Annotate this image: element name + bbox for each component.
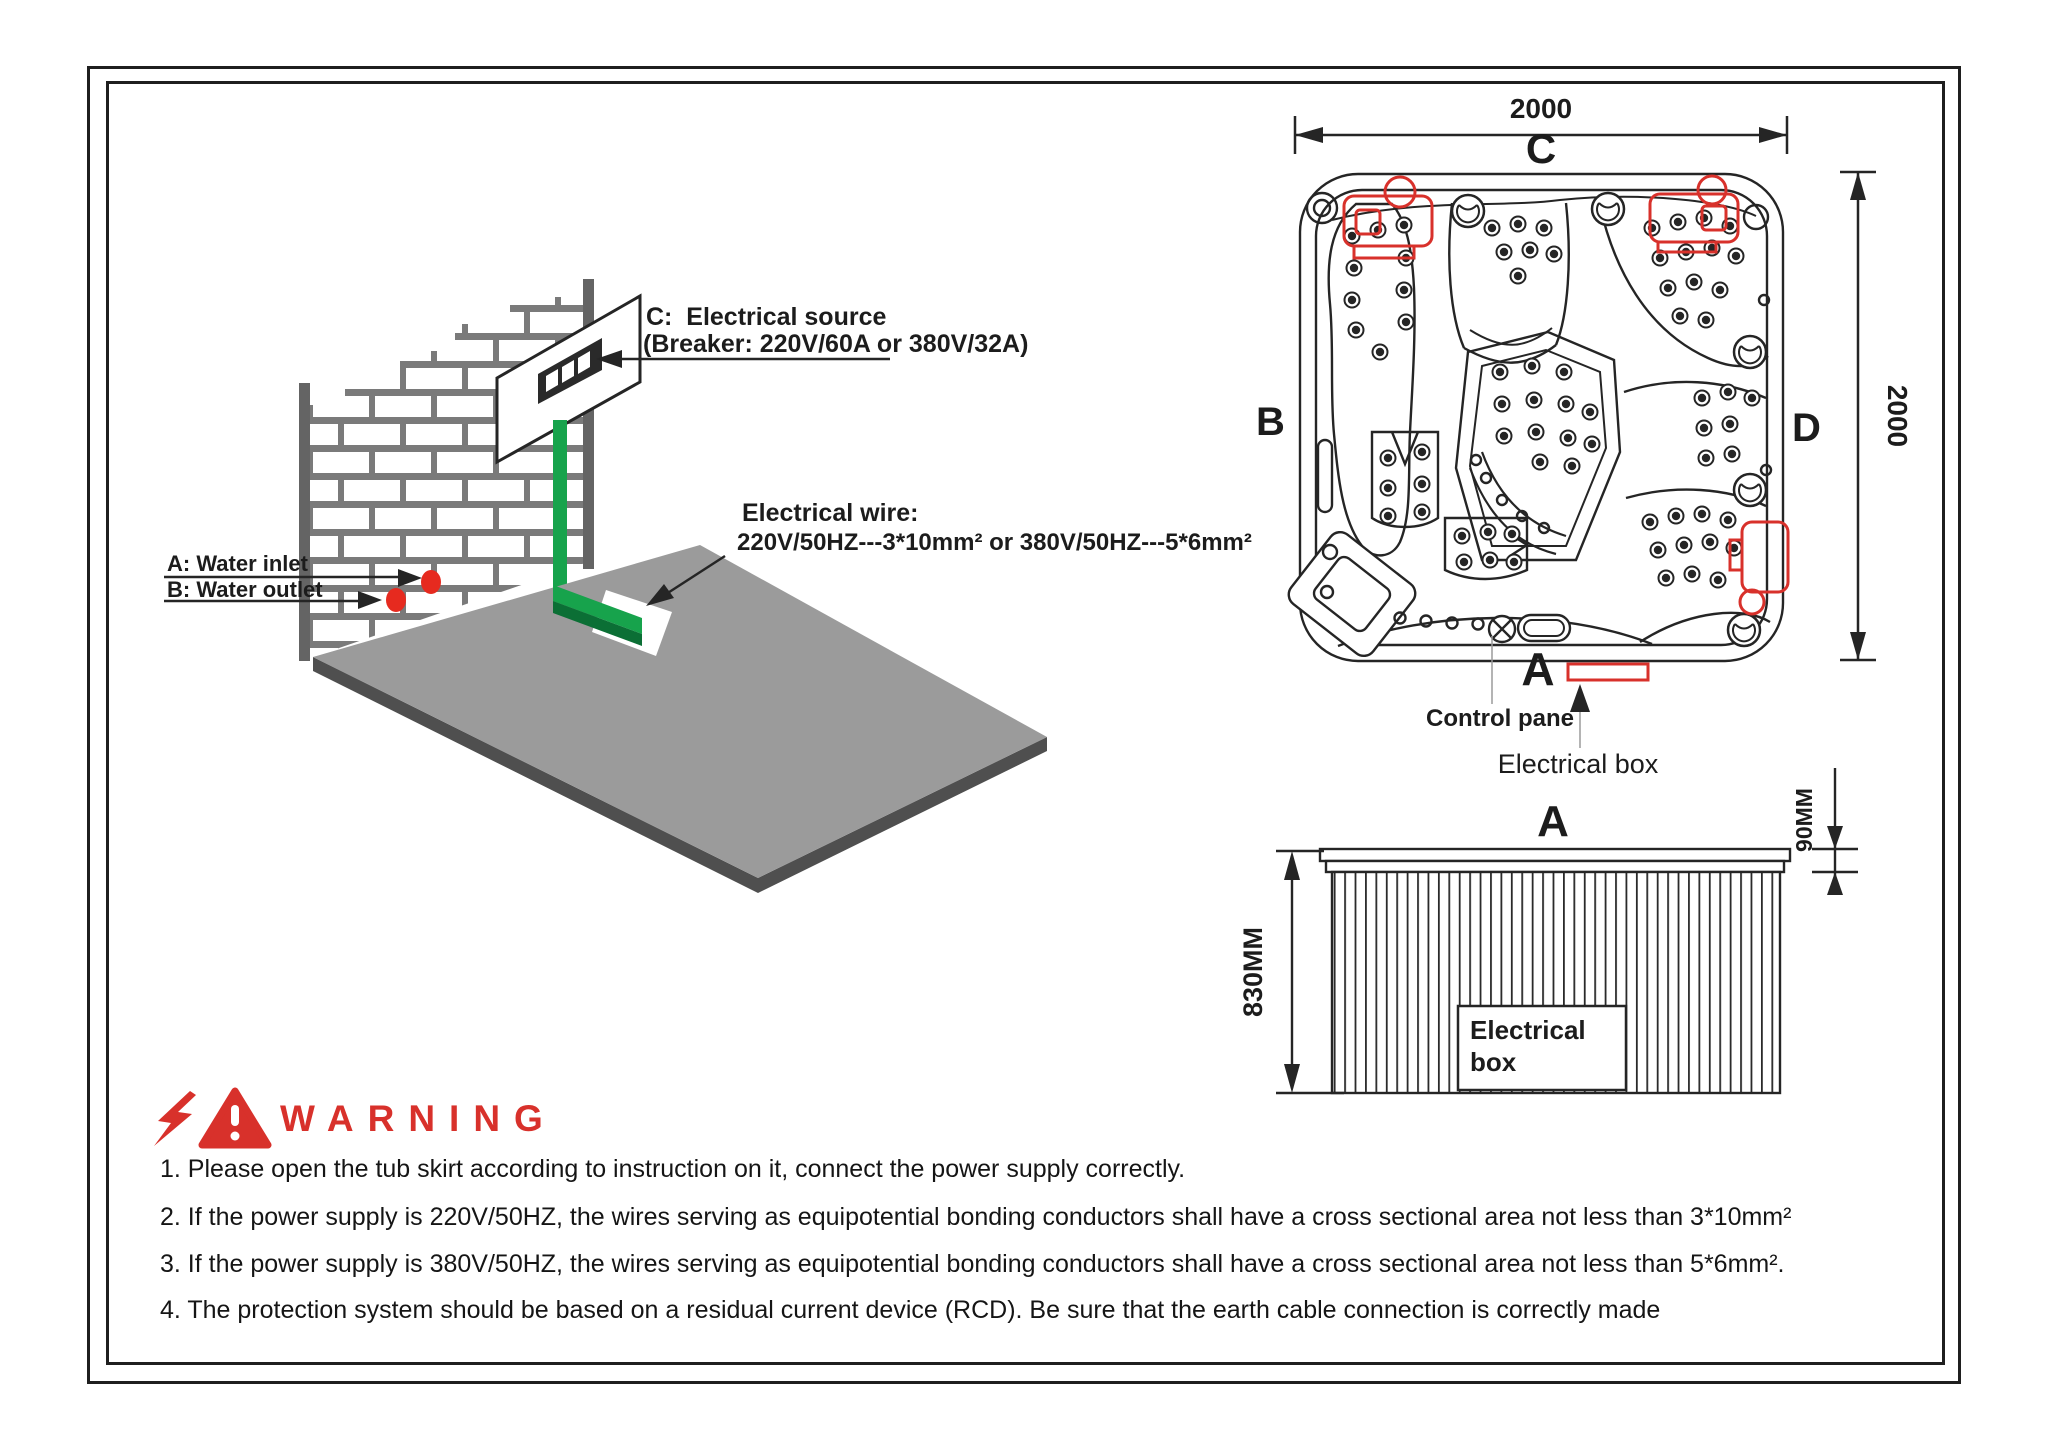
dim-90: [1812, 768, 1858, 895]
electrical-source-label-line2: (Breaker: 220V/60A or 380V/32A): [643, 330, 1029, 358]
wall-post-left: [299, 383, 310, 661]
warning-icons: [154, 1091, 268, 1146]
electrical-source-label-line1: C: Electrical source: [646, 303, 887, 331]
side-label-c: C: [1525, 125, 1557, 172]
side-label-a: A: [1521, 643, 1555, 695]
control-panel-label: Control pane: [1426, 705, 1574, 732]
warning-item-2: 2. If the power supply is 220V/50HZ, the wires serving as equipotential bonding conductors shall have a cross sectional area not less than 3*10mm²: [160, 1203, 1792, 1231]
water-outlet-label: B: Water outlet: [167, 577, 323, 602]
dim-width-value: 2000: [1509, 93, 1573, 124]
warning-item-4: 4. The protection system should be based on a residual current device (RCD). Be sure that the earth cable connection is correctly made: [160, 1296, 1661, 1324]
side-box-word1: Electrical: [1470, 1015, 1586, 1045]
dim-height-value: 2000: [1882, 384, 1913, 448]
water-outlet-dot: [386, 588, 406, 612]
side-label-d: D: [1792, 406, 1821, 450]
dim-830-value: 830MM: [1238, 926, 1268, 1018]
warning-item-1: 1. Please open the tub skirt according to instruction on it, connect the power supply correctly.: [160, 1155, 1186, 1183]
side-view-label-a: A: [1537, 797, 1569, 846]
electrical-wire-label-line2: 220V/50HZ---3*10mm² or 380V/50HZ---5*6mm²: [737, 529, 1252, 556]
water-inlet-label: A: Water inlet: [167, 551, 308, 576]
side-box-word2: box: [1470, 1047, 1517, 1077]
water-inlet-dot: [421, 570, 441, 594]
dim-90-value: 90MM: [1791, 788, 1817, 852]
lightning-icon: [154, 1091, 196, 1146]
warning-item-3: 3. If the power supply is 380V/50HZ, the wires serving as equipotential bonding conductors shall have a cross sectional area not less than 5*6mm².: [160, 1250, 1785, 1278]
electrical-wire-vertical: [553, 420, 567, 592]
warning-title: WARNING: [280, 1098, 557, 1139]
electrical-wire-label-line1: Electrical wire:: [742, 499, 919, 527]
side-label-b: B: [1256, 400, 1285, 444]
electrical-box-label: Electrical box: [1497, 749, 1659, 779]
dim-height: [1840, 172, 1876, 660]
electrical-box-marker: [1568, 664, 1648, 680]
